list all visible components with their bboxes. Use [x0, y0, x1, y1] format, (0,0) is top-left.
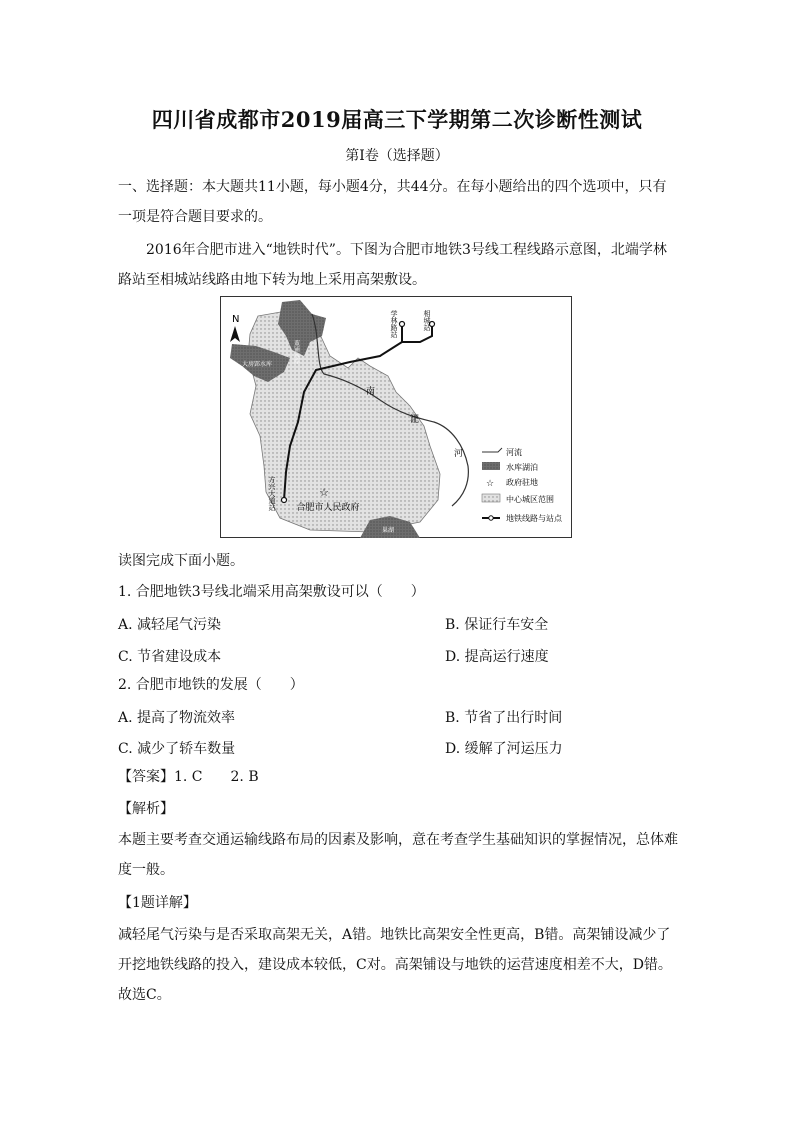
legend-metro: 地铁线路与站点 — [506, 514, 562, 523]
label-xuelinlu: 学林路站 — [390, 310, 398, 338]
label-xiangcheng: 相城站 — [423, 310, 431, 331]
river-label-3: 河 — [454, 449, 464, 459]
legend-urban: 中心城区范围 — [506, 495, 554, 504]
q1-option-b: B. 保证行车安全 — [445, 617, 549, 633]
document-title: 四川省成都市2019届高三下学期第二次诊断性测试 — [151, 107, 643, 132]
station-fangxing — [282, 498, 287, 503]
passage: 2016年合肥市进入“地铁时代”。下图为合肥市地铁3号线工程线路示意图，北端学林路站至相城站线路由地下转为地上采用高架敷设。 — [118, 242, 667, 288]
q2-option-a: A. 提高了物流效率 — [118, 710, 236, 726]
river-label-1: 南 — [366, 387, 376, 397]
q2-option-b: B. 节省了出行时间 — [445, 710, 563, 726]
answer-line: 【答案】1. C 2. B — [118, 769, 259, 785]
q2-option-d: D. 缓解了河运压力 — [445, 741, 563, 757]
section-subtitle: 第Ⅰ卷（选择题） — [345, 148, 449, 164]
legend-river: 河流 — [506, 448, 522, 457]
detail-heading: 【1题详解】 — [118, 895, 197, 911]
reservoir-top-label: 董铺水库 — [292, 340, 300, 364]
detail-text: 减轻尾气污染与是否采取高架无关，A错。地铁比高架安全性更高，B错。高架铺设减少了开挖地铁线路的投入，建设成本较低，C对。高架铺设与地铁的运营速度相差不大，D错。故选C。 — [118, 927, 672, 1003]
legend-reservoir: 水库湖泊 — [506, 463, 538, 472]
gov-star-icon: ☆ — [319, 486, 329, 499]
question-2-stem: 2. 合肥市地铁的发展（ ） — [118, 677, 304, 693]
q1-option-c: C. 节省建设成本 — [118, 649, 222, 665]
question-1-stem: 1. 合肥地铁3号线北端采用高架敷设可以（ ） — [118, 584, 425, 600]
legend-gov: 政府驻地 — [506, 478, 538, 487]
gov-label: 合肥市人民政府 — [296, 503, 360, 513]
metro-line-map — [220, 296, 572, 538]
north-label: N — [232, 314, 240, 325]
section-intro: 一、选择题：本大题共11小题，每小题4分，共44分。在每小题给出的四个选项中，只有一项是符合题目要求的。 — [118, 179, 667, 225]
river-label-2: 淝 — [410, 415, 420, 425]
label-fangxing: 方兴大道站 — [268, 476, 276, 511]
q1-option-d: D. 提高运行速度 — [445, 649, 549, 665]
reservoir-left-label: 大房郢水库 — [242, 361, 273, 368]
q2-option-c: C. 减少了轿车数量 — [118, 741, 236, 757]
legend-star-icon: ☆ — [486, 479, 495, 489]
read-instruction: 读图完成下面小题。 — [118, 553, 244, 569]
station-xuelinlu — [400, 322, 405, 327]
analysis-heading: 【解析】 — [118, 801, 174, 817]
lake-label: 巢湖 — [382, 527, 395, 534]
q1-option-a: A. 减轻尾气污染 — [118, 617, 222, 633]
analysis-text: 本题主要考查交通运输线路布局的因素及影响，意在考查学生基础知识的掌握情况，总体难度一般。 — [118, 832, 678, 878]
